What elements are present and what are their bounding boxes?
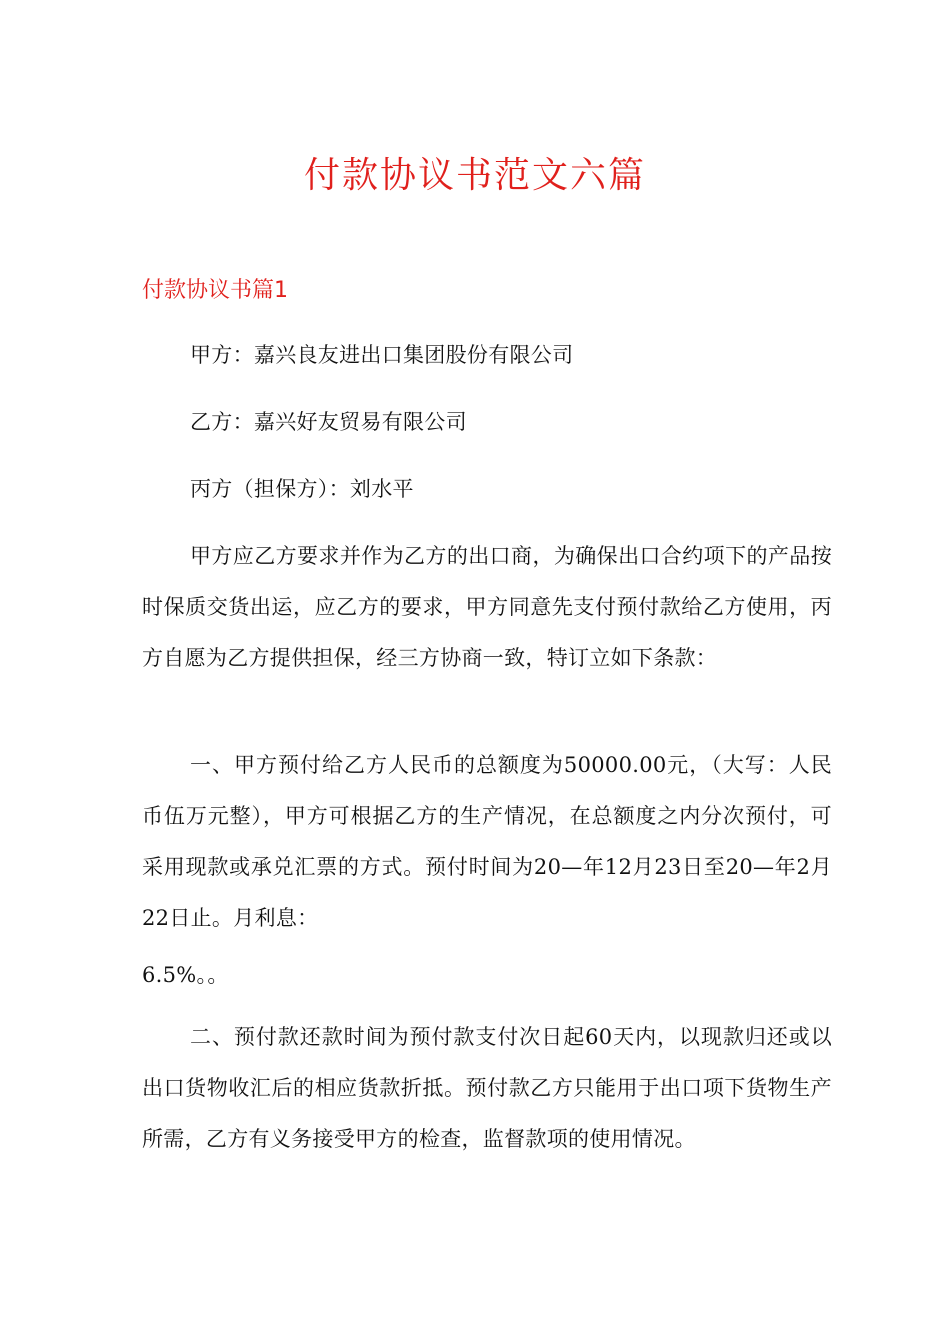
clause-1-rate: 6.5%。。 (142, 963, 229, 987)
clause-1-paragraph: 一、甲方预付给乙方人民币的总额度为50000.00元，（大写：人民币伍万元整），甲方可根据乙方的生产情况，在总额度之内分次预付，可采用现款或承兑汇票的方式。预付时间为20—年12月23日至20—年2月22日止。月利息： (142, 753, 832, 930)
party-b-line: 乙方：嘉兴好友贸易有限公司 (190, 410, 467, 434)
document-title: 付款协议书范文六篇 (303, 155, 646, 196)
section-heading: 付款协议书篇1 (142, 278, 288, 303)
intro-paragraph: 甲方应乙方要求并作为乙方的出口商，为确保出口合约项下的产品按时保质交货出运，应乙方的要求，甲方同意先支付预付款给乙方使用，丙方自愿为乙方提供担保，经三方协商一致，特订立如下条款： (142, 544, 832, 670)
party-c-line: 丙方（担保方）：刘水平 (190, 477, 414, 501)
clause-2-paragraph: 二、预付款还款时间为预付款支付次日起60天内，以现款归还或以出口货物收汇后的相应货款折抵。预付款乙方只能用于出口项下货物生产所需，乙方有义务接受甲方的检查，监督款项的使用情况。 (142, 1025, 832, 1151)
party-a-line: 甲方：嘉兴良友进出口集团股份有限公司 (190, 343, 574, 367)
